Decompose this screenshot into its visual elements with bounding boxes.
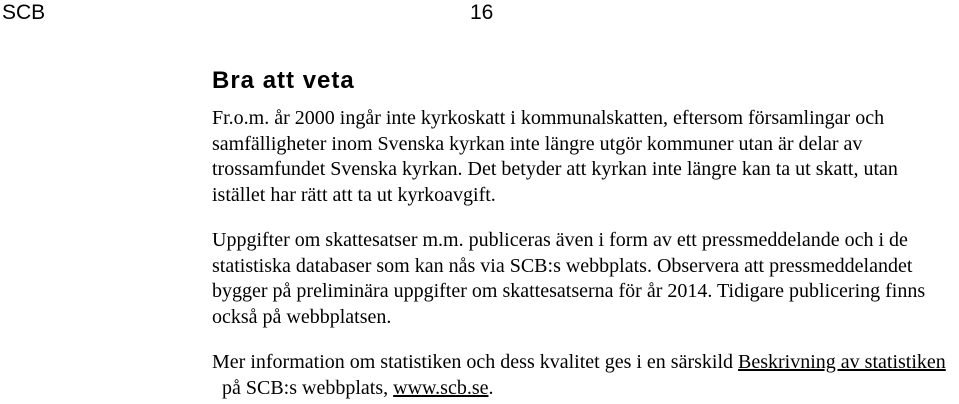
more-info-text-middle: på SCB:s webbplats, bbox=[212, 376, 394, 399]
statistics-description-link[interactable]: Beskrivning av statistiken bbox=[738, 351, 946, 373]
page-number: 16 bbox=[470, 1, 494, 24]
scb-website-link[interactable]: www.scb.se bbox=[393, 376, 489, 399]
section-heading: Bra att veta bbox=[212, 67, 355, 94]
paragraph-publication: Uppgifter om skattesatser m.m. publiceras även i form av ett pressmeddelande och i de statistiska databaser som kan nås via SCB:s webbplats. Observera att pressmeddelandet bygger på preliminära uppgifter om skattesatserna för år 2014. Tidigare publicering finns också på webbplatsen. bbox=[212, 229, 926, 328]
more-info-text-before: Mer information om statistiken och dess kvalitet ges i en särskild bbox=[212, 351, 739, 373]
paragraph-church-tax: Fr.o.m. år 2000 ingår inte kyrkoskatt i kommunalskatten, eftersom församlingar och samfälligheter inom Svenska kyrkan inte längre utgör kommuner utan är delar av trossamfundet Svenska kyrkan. Det betyder att kyrkan inte längre kan ta ut skatt, utan istället har rätt att ta ut kyrkoavgift. bbox=[212, 107, 898, 206]
paragraph-more-info bbox=[212, 350, 952, 401]
header-org-name: SCB bbox=[2, 1, 46, 24]
more-info-text-after: . bbox=[488, 376, 494, 399]
